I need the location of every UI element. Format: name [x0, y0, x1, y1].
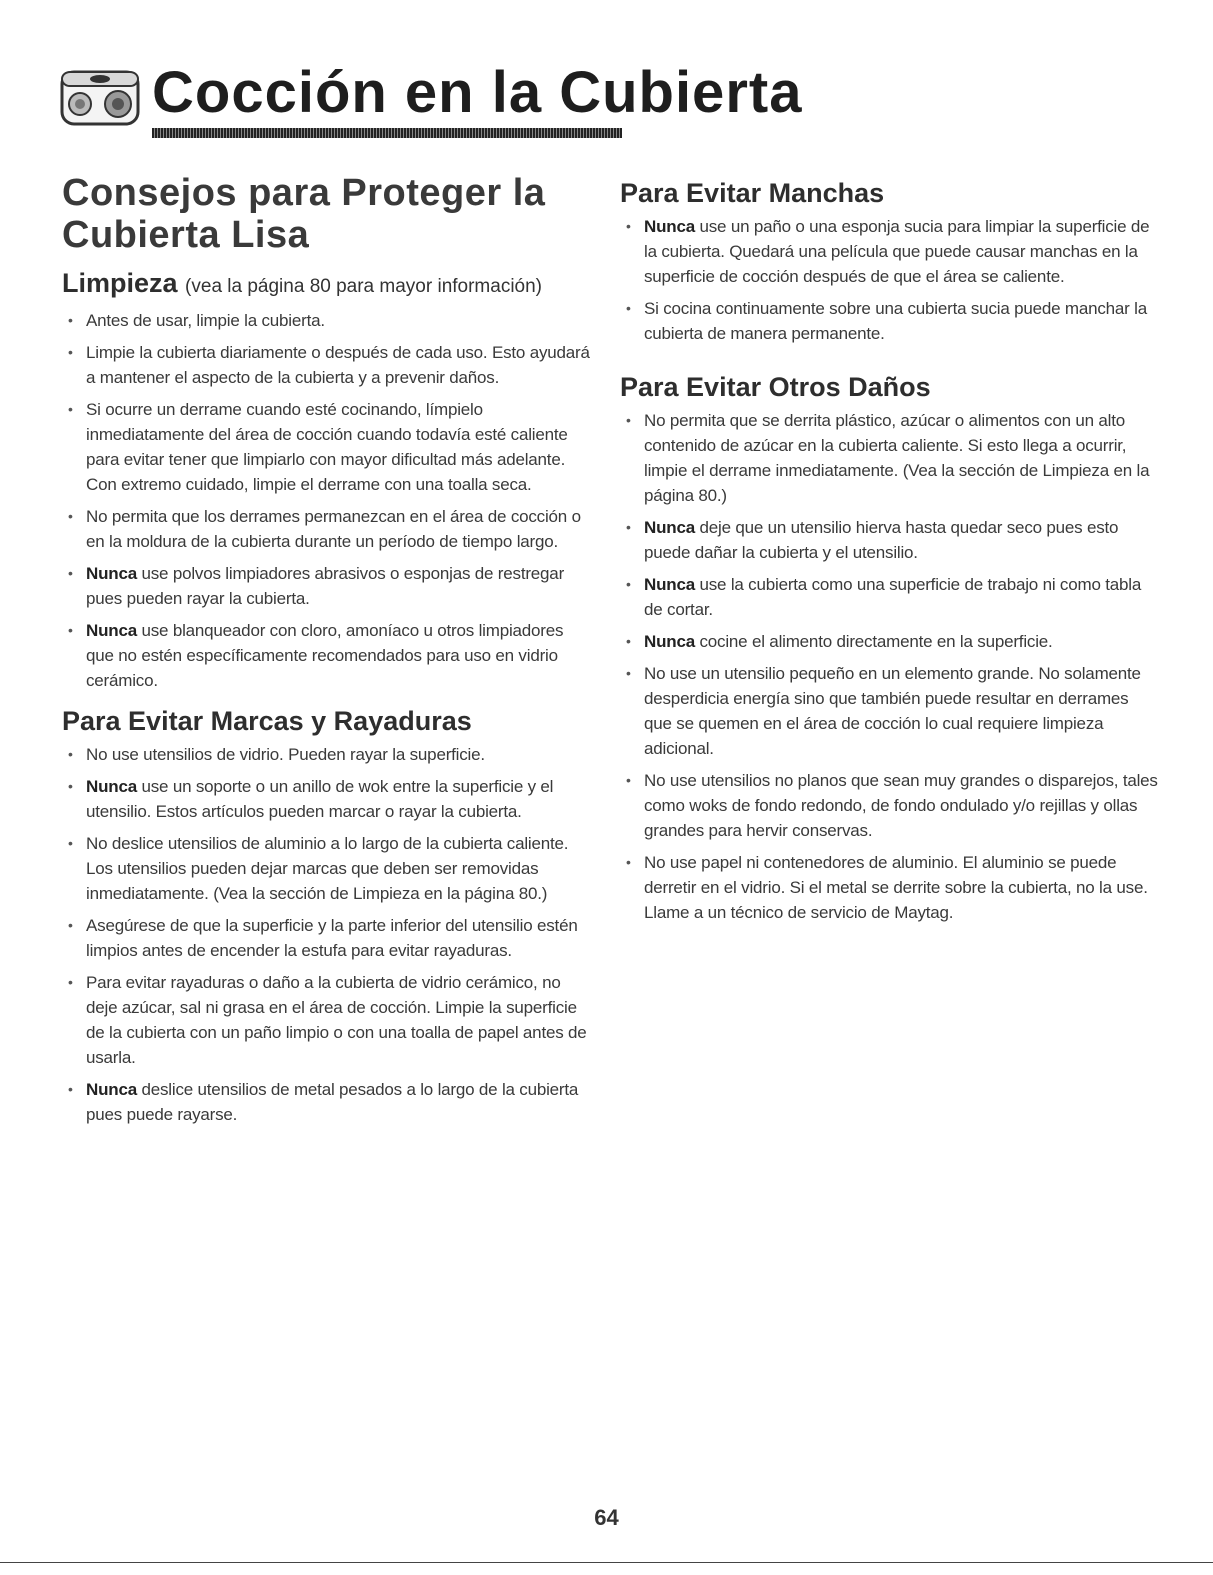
list-item-text: Para evitar rayaduras o daño a la cubierta de vidrio cerámico, no deje azúcar, sal ni grasa en el área de cocción. Limpie la superficie de la cubierta con un paño limpio o con una toalla de papel antes de usarla. — [86, 973, 587, 1067]
list-item — [62, 308, 592, 333]
emphasis-word: Nunca — [644, 217, 695, 236]
list-item — [62, 340, 592, 390]
list-item-text: No permita que se derrita plástico, azúcar o alimentos con un alto contenido de azúcar en la cubierta caliente. Si esto llega a ocurrir, limpie el derrame inmediatamente. (Vea la sección de Limpieza en la página 80.) — [644, 411, 1150, 505]
list-item — [62, 970, 592, 1070]
emphasis-word: Nunca — [644, 575, 695, 594]
section-heading: Para Evitar Manchas — [620, 178, 885, 208]
list-item — [62, 742, 592, 767]
list-item-text: No use utensilios de vidrio. Pueden rayar la superficie. — [86, 745, 485, 764]
header-rule — [152, 128, 622, 138]
section-heading-text: Limpieza — [62, 268, 178, 298]
list-item-text: Si cocina continuamente sobre una cubierta sucia puede manchar la cubierta de manera permanente. — [644, 299, 1147, 343]
list-item-text: No permita que los derrames permanezcan en el área de cocción o en la moldura de la cubierta durante un período de tiempo largo. — [86, 507, 581, 551]
cooktop-icon — [60, 64, 142, 130]
emphasis-word: Nunca — [86, 564, 137, 583]
list-item-text: deslice utensilios de metal pesados a lo largo de la cubierta pues puede rayarse. — [86, 1080, 579, 1124]
header-title: Cocción en la Cubierta — [152, 60, 803, 125]
list-item — [62, 913, 592, 963]
list-item-text: Antes de usar, limpie la cubierta. — [86, 311, 325, 330]
emphasis-word: Nunca — [86, 621, 137, 640]
list-item — [620, 629, 1160, 654]
section-heading: Para Evitar Otros Daños — [620, 372, 931, 402]
list-item — [62, 831, 592, 906]
section-heading: Para Evitar Marcas y Rayaduras — [62, 706, 472, 736]
list-item-text: Asegúrese de que la superficie y la parte inferior del utensilio estén limpios antes de encender la estufa para evitar rayaduras. — [86, 916, 578, 960]
bullet-list — [620, 408, 1160, 925]
main-title: Consejos para Proteger la Cubierta Lisa — [62, 172, 546, 256]
section-otros — [620, 372, 1160, 932]
section-limpieza — [62, 268, 592, 700]
list-item — [620, 296, 1160, 346]
list-item-text: cocine el alimento directamente en la superficie. — [694, 632, 1053, 651]
list-item — [62, 504, 592, 554]
emphasis-word: Nunca — [644, 632, 695, 651]
emphasis-word: Nunca — [86, 777, 137, 796]
list-item-text: use la cubierta como una superficie de trabajo ni como tabla de cortar. — [644, 575, 1142, 619]
list-item — [620, 768, 1160, 843]
list-item — [62, 561, 592, 611]
list-item-text: Limpie la cubierta diariamente o después de cada uso. Esto ayudará a mantener el aspecto de la cubierta y a prevenir daños. — [86, 343, 590, 387]
list-item-text: use un paño o una esponja sucia para limpiar la superficie de la cubierta. Quedará una película que puede causar manchas en la superficie de cocción después de que el área se caliente. — [644, 217, 1150, 286]
bullet-list — [62, 308, 592, 693]
list-item-text: No use utensilios no planos que sean muy grandes o disparejos, tales como woks de fondo redondo, de fondo ondulado y/o rejillas y ollas grandes para hervir conservas. — [644, 771, 1158, 840]
list-item — [620, 214, 1160, 289]
list-item — [620, 850, 1160, 925]
page-header — [60, 52, 803, 152]
list-item-text: use un soporte o un anillo de wok entre la superficie y el utensilio. Estos artículos pueden marcar o rayar la cubierta. — [86, 777, 554, 821]
list-item — [620, 661, 1160, 761]
bottom-rule — [0, 1562, 1213, 1563]
list-item-text: use polvos limpiadores abrasivos o esponjas de restregar pues pueden rayar la cubierta. — [86, 564, 565, 608]
list-item — [62, 618, 592, 693]
list-item-text: No use un utensilio pequeño en un elemento grande. No solamente desperdicia energía sino que también puede resultar en derrames que se quemen en el área de cocción lo cual requiere limpieza adicional. — [644, 664, 1141, 758]
list-item-text: No deslice utensilios de aluminio a lo largo de la cubierta caliente. Los utensilios pueden dejar marcas que deben ser removidas inmediatamente. (Vea la sección de Limpieza en la página 80.) — [86, 834, 569, 903]
emphasis-word: Nunca — [644, 518, 695, 537]
list-item-text: No use papel ni contenedores de aluminio. El aluminio se puede derretir en el vidrio. Si el metal se derrite sobre la cubierta, no la use. Llame a un técnico de servicio de Maytag. — [644, 853, 1148, 922]
bullet-list — [620, 214, 1160, 346]
section-marcas — [62, 706, 592, 1134]
section-note: (vea la página 80 para mayor información) — [185, 276, 543, 297]
bullet-list — [62, 742, 592, 1127]
list-item — [620, 572, 1160, 622]
list-item — [62, 1077, 592, 1127]
list-item — [62, 774, 592, 824]
list-item — [620, 515, 1160, 565]
list-item-text: deje que un utensilio hierva hasta quedar seco pues esto puede dañar la cubierta y el utensilio. — [644, 518, 1119, 562]
list-item — [62, 397, 592, 497]
section-manchas — [620, 178, 1160, 353]
section-heading — [62, 268, 592, 302]
page-number: 64 — [594, 1505, 619, 1530]
emphasis-word: Nunca — [86, 1080, 137, 1099]
list-item-text: Si ocurre un derrame cuando esté cocinando, límpielo inmediatamente del área de cocción cuando todavía esté caliente para evitar tener que limpiarlo con mayor dificultad más adelante. Con extremo cuidado, limpie el derrame con una toalla seca. — [86, 400, 568, 494]
list-item-text: use blanqueador con cloro, amoníaco u otros limpiadores que no estén específicamente recomendados para uso en vidrio cerámico. — [86, 621, 564, 690]
list-item — [620, 408, 1160, 508]
